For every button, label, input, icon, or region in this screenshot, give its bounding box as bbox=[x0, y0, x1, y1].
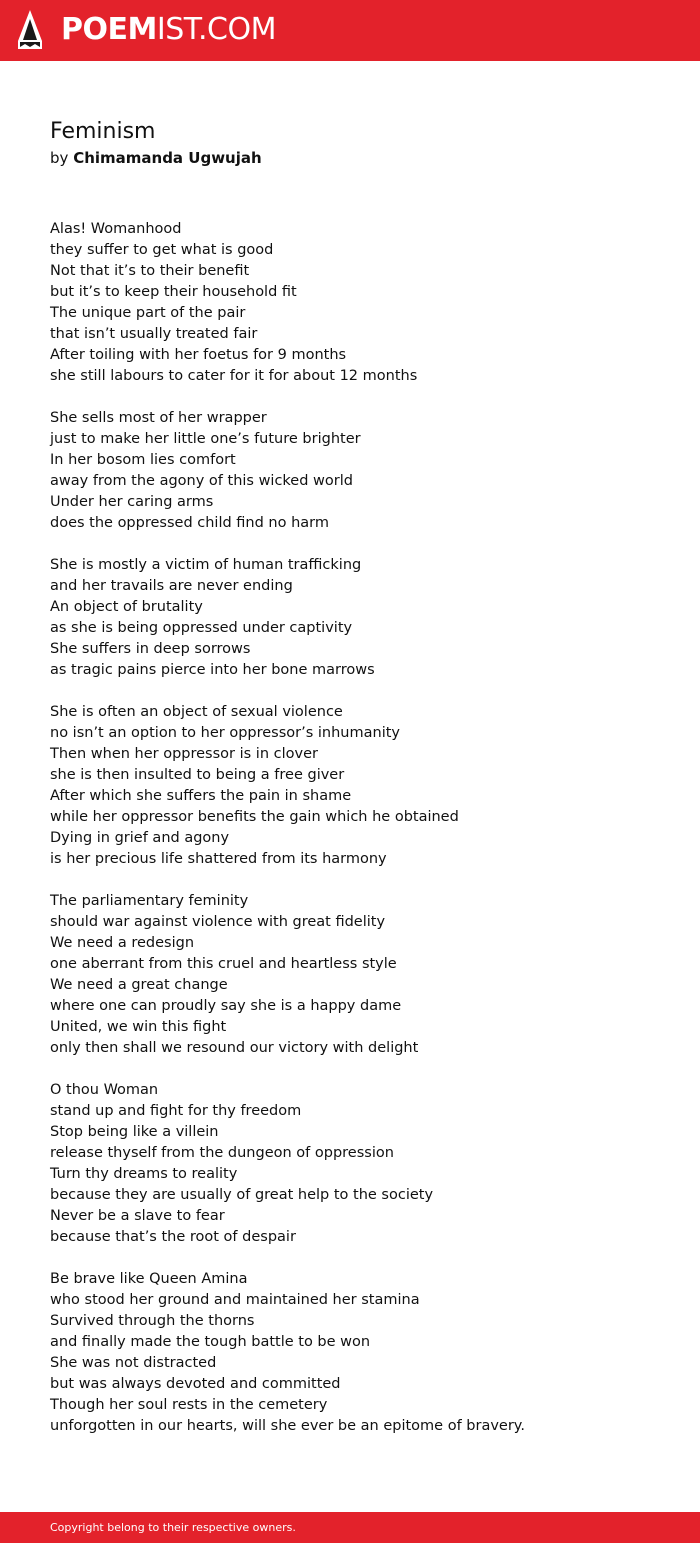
poem-line: because they are usually of great help to the society bbox=[50, 1187, 434, 1203]
poem-line: she still labours to cater for it for about 12 months bbox=[50, 368, 418, 384]
copyright-text: Copyright belong to their respective owners. bbox=[50, 1521, 296, 1534]
poem-line: where one can proudly say she is a happy dame bbox=[50, 998, 402, 1014]
poem-line: as tragic pains pierce into her bone marrows bbox=[50, 662, 375, 678]
poem-line: She is mostly a victim of human trafficking bbox=[50, 557, 362, 573]
poem-line: and finally made the tough battle to be won bbox=[50, 1334, 371, 1350]
page-title: Feminism bbox=[50, 119, 156, 144]
brand-bold: POEM bbox=[61, 12, 157, 47]
poem-line: She sells most of her wrapper bbox=[50, 410, 267, 426]
poem-line: they suffer to get what is good bbox=[50, 242, 274, 258]
poem-line: Not that it’s to their benefit bbox=[50, 263, 250, 279]
poem-line: An object of brutality bbox=[50, 599, 203, 615]
by-label: by bbox=[50, 149, 69, 167]
poem-line: Never be a slave to fear bbox=[50, 1208, 225, 1224]
byline bbox=[50, 147, 262, 169]
poem-line: should war against violence with great fidelity bbox=[50, 914, 386, 930]
poem-stanza bbox=[50, 1269, 670, 1437]
poem-line: We need a great change bbox=[50, 977, 228, 993]
site-logo[interactable] bbox=[61, 12, 276, 48]
poem-line: is her precious life shattered from its harmony bbox=[50, 851, 387, 867]
poem-line: We need a redesign bbox=[50, 935, 195, 951]
poem-line: but was always devoted and committed bbox=[50, 1376, 341, 1392]
poem-line: who stood her ground and maintained her stamina bbox=[50, 1292, 420, 1308]
poem-stanza bbox=[50, 408, 670, 534]
poem-line: Then when her oppressor is in clover bbox=[50, 746, 318, 762]
author-name: Chimamanda Ugwujah bbox=[73, 149, 262, 167]
brand-light: IST.COM bbox=[156, 12, 276, 47]
poem-line: release thyself from the dungeon of oppression bbox=[50, 1145, 394, 1161]
poem-line: does the oppressed child find no harm bbox=[50, 515, 329, 531]
poem-line: Dying in grief and agony bbox=[50, 830, 230, 846]
poem-line: Alas! Womanhood bbox=[50, 221, 182, 237]
poem-stanza bbox=[50, 219, 670, 387]
poem-line: The unique part of the pair bbox=[50, 305, 246, 321]
poem-line: Turn thy dreams to reality bbox=[50, 1166, 238, 1182]
poem-line: Survived through the thorns bbox=[50, 1313, 255, 1329]
poem-line: After toiling with her foetus for 9 months bbox=[50, 347, 347, 363]
poem-line: but it’s to keep their household fit bbox=[50, 284, 297, 300]
site-footer bbox=[0, 1512, 700, 1543]
poem-line: and her travails are never ending bbox=[50, 578, 293, 594]
poem-line: only then shall we resound our victory with delight bbox=[50, 1040, 419, 1056]
poem-line: stand up and fight for thy freedom bbox=[50, 1103, 302, 1119]
poem-line: as she is being oppressed under captivity bbox=[50, 620, 353, 636]
site-header bbox=[0, 0, 700, 61]
poem-heading bbox=[50, 118, 262, 169]
poem-line: Be brave like Queen Amina bbox=[50, 1271, 248, 1287]
poem-line: She is often an object of sexual violence bbox=[50, 704, 343, 720]
poem-line: The parliamentary feminity bbox=[50, 893, 249, 909]
poem-line: just to make her little one’s future brighter bbox=[50, 431, 361, 447]
pen-nib-icon[interactable] bbox=[17, 9, 43, 51]
poem-line: She was not distracted bbox=[50, 1355, 217, 1371]
poem-stanza bbox=[50, 702, 670, 870]
poem-line: Though her soul rests in the cemetery bbox=[50, 1397, 328, 1413]
poem-line: Under her caring arms bbox=[50, 494, 214, 510]
poem-line: away from the agony of this wicked world bbox=[50, 473, 353, 489]
poem-body bbox=[50, 219, 670, 1458]
poem-line: She suffers in deep sorrows bbox=[50, 641, 251, 657]
poem-line: In her bosom lies comfort bbox=[50, 452, 236, 468]
poem-stanza bbox=[50, 891, 670, 1059]
poem-line: that isn’t usually treated fair bbox=[50, 326, 258, 342]
poem-line: while her oppressor benefits the gain which he obtained bbox=[50, 809, 459, 825]
poem-line: Stop being like a villein bbox=[50, 1124, 219, 1140]
poem-stanza bbox=[50, 555, 670, 681]
poem-stanza bbox=[50, 1080, 670, 1248]
poem-line: After which she suffers the pain in shame bbox=[50, 788, 352, 804]
poem-line: United, we win this fight bbox=[50, 1019, 227, 1035]
poem-line: unforgotten in our hearts, will she ever be an epitome of bravery. bbox=[50, 1418, 525, 1434]
poem-line: no isn’t an option to her oppressor’s inhumanity bbox=[50, 725, 400, 741]
poem-line: because that’s the root of despair bbox=[50, 1229, 296, 1245]
poem-line: O thou Woman bbox=[50, 1082, 159, 1098]
poem-line: one aberrant from this cruel and heartless style bbox=[50, 956, 397, 972]
poem-line: she is then insulted to being a free giver bbox=[50, 767, 345, 783]
